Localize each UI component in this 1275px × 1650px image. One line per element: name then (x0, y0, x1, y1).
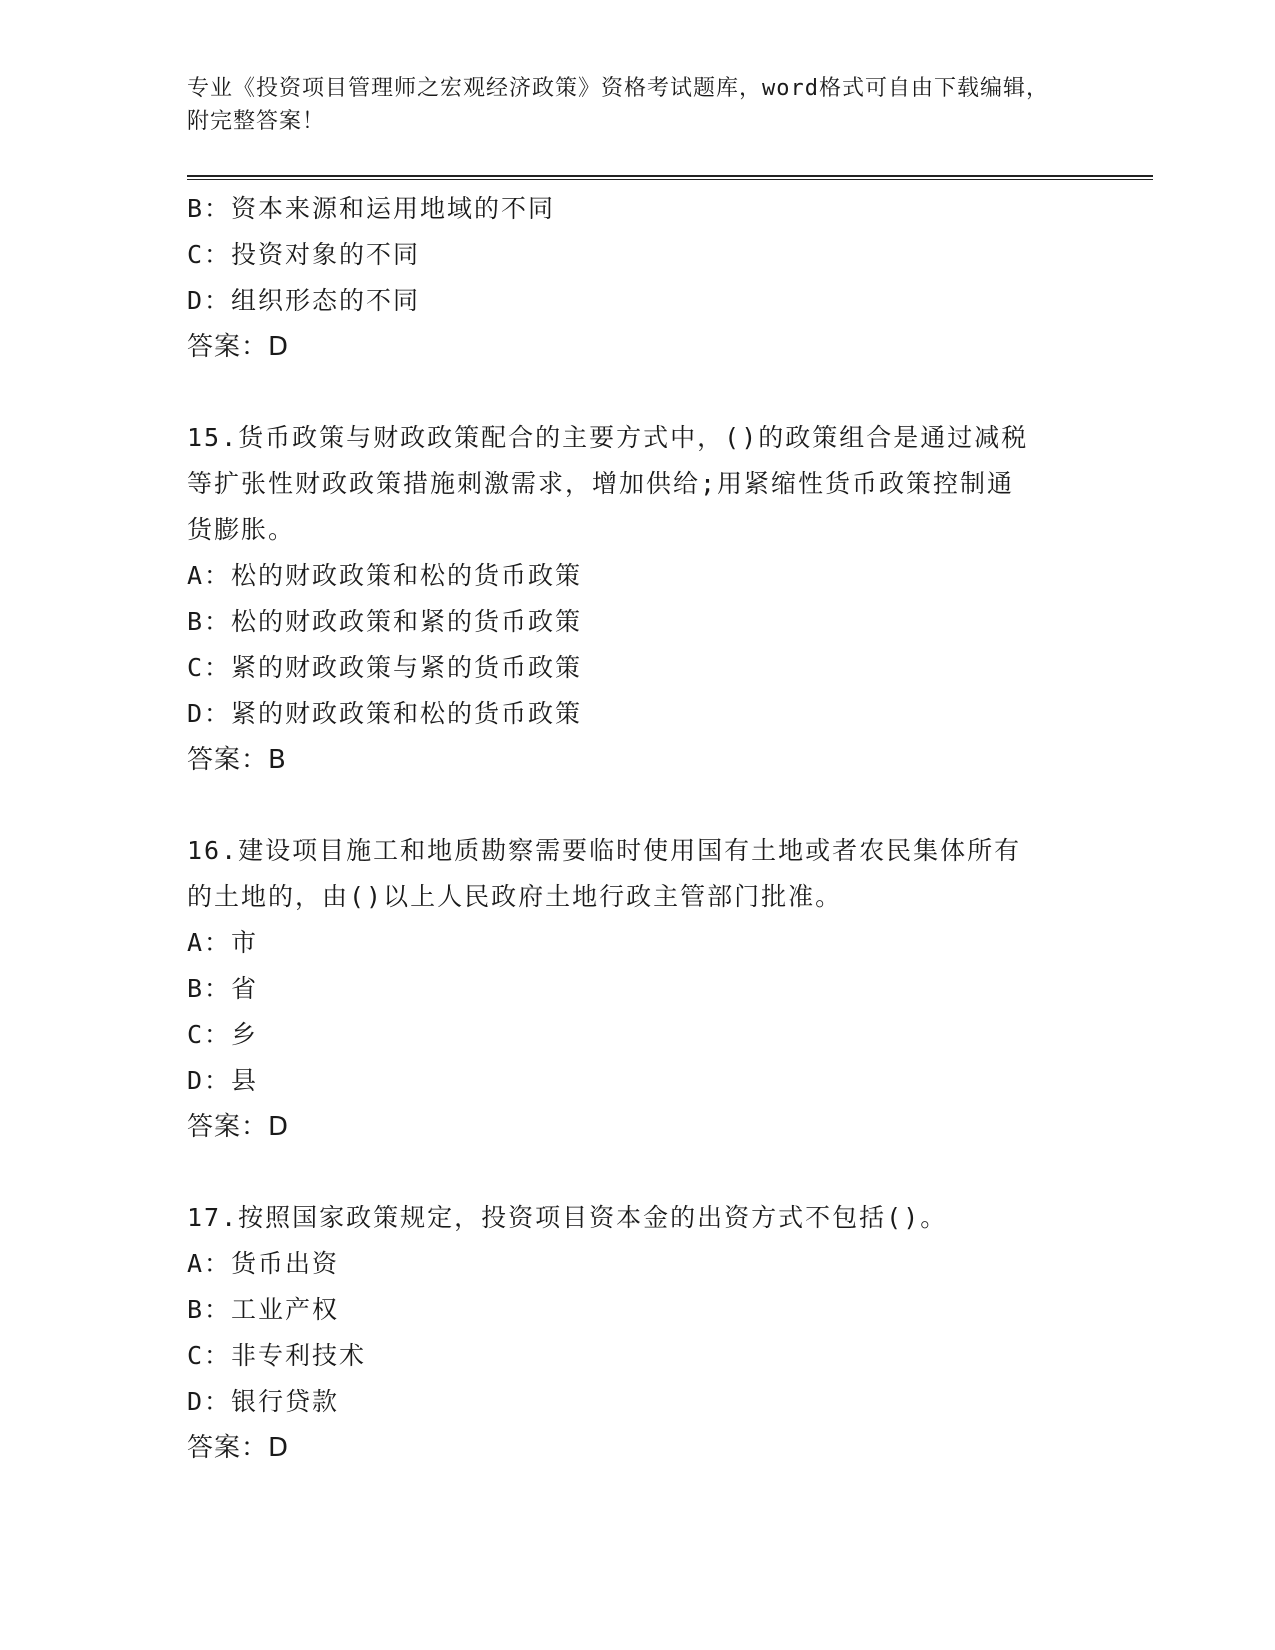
question-stem-line: 的土地的，由()以上人民政府土地行政主管部门批准。 (187, 882, 843, 911)
option-b: B：省 (187, 974, 259, 1003)
option-a: A：货币出资 (187, 1249, 340, 1278)
question-16 (187, 828, 1067, 1150)
option-d: D：组织形态的不同 (187, 286, 421, 315)
document-body (187, 186, 1067, 1471)
question-stem-line: 等扩张性财政政策措施刺激需求，增加供给;用紧缩性货币政策控制通 (187, 469, 1015, 498)
question-stem-line: 16.建设项目施工和地质勘察需要临时使用国有土地或者农民集体所有 (187, 836, 1022, 865)
spacer (187, 370, 1067, 415)
spacer (187, 1150, 1067, 1195)
answer-line: 答案：D (187, 1433, 290, 1463)
spacer (187, 783, 1067, 828)
question-stem-line: 17.按照国家政策规定，投资项目资本金的出资方式不包括()。 (187, 1203, 948, 1232)
option-c: C：投资对象的不同 (187, 240, 421, 269)
option-c: C：非专利技术 (187, 1341, 367, 1370)
option-d: D：紧的财政政策和松的货币政策 (187, 699, 583, 728)
option-a: A：市 (187, 928, 259, 957)
header-divider (187, 175, 1153, 180)
option-b: B：资本来源和运用地域的不同 (187, 194, 556, 223)
option-a: A：松的财政政策和松的货币政策 (187, 561, 583, 590)
option-d: D：银行贷款 (187, 1387, 340, 1416)
question-stem-line: 货膨胀。 (187, 515, 296, 544)
question-17 (187, 1195, 1067, 1471)
option-c: C：紧的财政政策与紧的货币政策 (187, 653, 583, 682)
question-14-tail (187, 186, 1067, 370)
page-header: 专业《投资项目管理师之宏观经济政策》资格考试题库，word格式可自由下载编辑，附完整答案！ (187, 76, 1049, 134)
answer-line: 答案：D (187, 1112, 290, 1142)
answer-line: 答案：B (187, 745, 287, 775)
question-stem-line: 15.货币政策与财政政策配合的主要方式中，()的政策组合是通过减税 (187, 423, 1029, 452)
answer-line: 答案：D (187, 332, 290, 362)
question-15 (187, 415, 1067, 783)
option-c: C：乡 (187, 1020, 259, 1049)
option-b: B：松的财政政策和紧的货币政策 (187, 607, 583, 636)
option-d: D：县 (187, 1066, 259, 1095)
option-b: B：工业产权 (187, 1295, 340, 1324)
